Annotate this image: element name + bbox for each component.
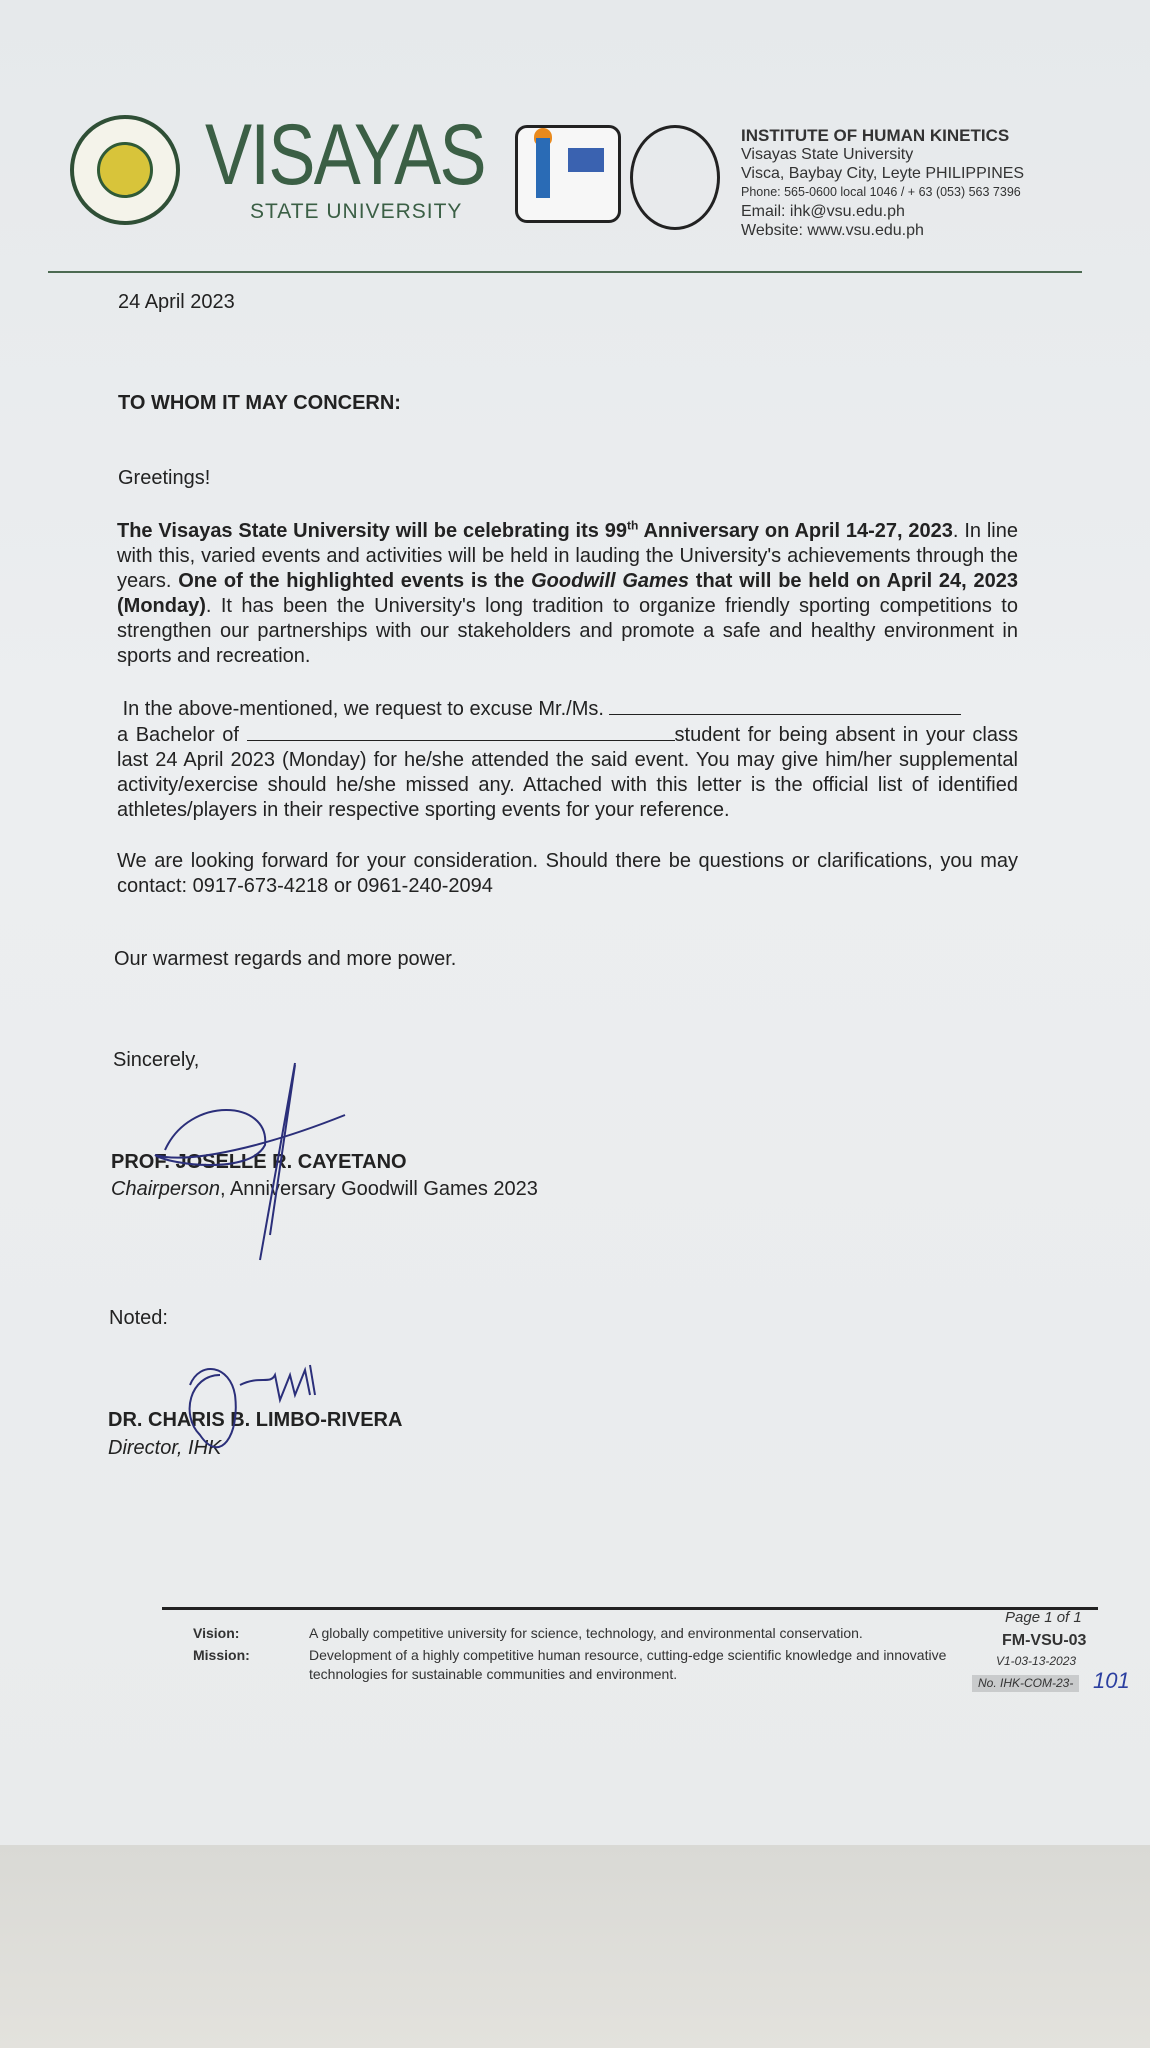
footer-divider: [162, 1607, 1098, 1610]
email: Email: ihk@vsu.edu.ph: [741, 203, 905, 220]
university-seal: [70, 115, 180, 225]
paragraph-3: We are looking forward for your consideration. Should there be questions or clarifications, you may contact: 0917-673-4218 or 0961-240-2094: [117, 850, 1018, 897]
signatory-1-role: [111, 1177, 538, 1202]
mission-text: Development of a highly competitive human resource, cutting-edge scientific knowledge and innovative technologies for sustainable communities and environment.: [309, 1647, 947, 1682]
p1-run: One of the highlighted events is the: [178, 570, 532, 592]
role-title: Chairperson: [111, 1178, 220, 1200]
signatory-2-role: Director, IHK: [108, 1437, 222, 1459]
letter-date: 24 April 2023: [118, 291, 235, 313]
program-blank[interactable]: [247, 722, 675, 741]
role-rest: , Anniversary Goodwill Games 2023: [219, 1178, 538, 1200]
closing: Sincerely,: [113, 1049, 200, 1071]
table-surface: [0, 1845, 1150, 2048]
kinetics-logo: [630, 125, 720, 230]
form-code: FM-VSU-03: [1002, 1632, 1087, 1649]
institute-logo: [515, 125, 621, 223]
paragraph-4: Our warmest regards and more power.: [114, 948, 457, 970]
p2-run: In the above-mentioned, we request to excuse Mr./Ms.: [122, 698, 604, 720]
noted-label: Noted:: [109, 1307, 168, 1329]
p1-run: Anniversary on April 14-27, 2023: [638, 520, 953, 542]
vision-text: A globally competitive university for science, technology, and environmental conservation.: [309, 1625, 863, 1641]
phone: Phone: 565-0600 local 1046 / + 63 (053) 563 7396: [741, 185, 1021, 199]
vision-label: Vision:: [193, 1625, 240, 1641]
document-number: No. IHK-COM-23-: [972, 1675, 1079, 1692]
university-wordmark-sub: STATE UNIVERSITY: [250, 200, 463, 223]
p1-run: . It has been the University's long tradition to organize friendly sporting competitions to strengthen our partnerships with our stakeholders and promote a safe and healthy environment in sports and recreation.: [117, 595, 1018, 667]
signatory-1-name: PROF. JOSELLE R. CAYETANO: [111, 1151, 407, 1173]
institute-info: [741, 126, 1024, 240]
p1-sup: th: [627, 518, 639, 533]
paragraph-2: [117, 696, 1018, 823]
student-name-blank[interactable]: [609, 696, 961, 715]
signatory-2-name: DR. CHARIS B. LIMBO-RIVERA: [108, 1409, 403, 1431]
institute-name: INSTITUTE OF HUMAN KINETICS: [741, 126, 1010, 145]
salutation: TO WHOM IT MAY CONCERN:: [118, 392, 401, 414]
handwritten-doc-number: 101: [1093, 1668, 1130, 1693]
university-wordmark: VISAYAS: [205, 107, 485, 203]
header-divider: [48, 271, 1082, 273]
paragraph-1: [117, 519, 1018, 669]
p2-run: a Bachelor of: [117, 724, 239, 746]
university-name: Visayas State University: [741, 146, 914, 163]
address: Visca, Baybay City, Leyte PHILIPPINES: [741, 165, 1025, 182]
website: Website: www.vsu.edu.ph: [741, 222, 924, 239]
p1-run: Goodwill Games: [531, 570, 690, 592]
p1-run: that will be held on April 24, 2023 (Monday): [117, 570, 1018, 617]
mission-label: Mission:: [193, 1647, 250, 1663]
p1-run: The Visayas State University will be celebrating its 99: [117, 520, 627, 542]
form-version: V1-03-13-2023: [996, 1654, 1077, 1668]
page-number: Page 1 of 1: [1005, 1609, 1082, 1626]
p1-run: . In line with this, varied events and activities will be held in lauding the University's achievements through the years.: [117, 520, 1018, 592]
greeting: Greetings!: [118, 467, 211, 489]
p2-run: student for being absent in your class last 24 April 2023 (Monday) for he/she attended the said event. You may give him/her supplemental activity/exercise should he/she missed any. Attached with this letter is the official list of identified athletes/players in their respective sporting events for your reference.: [117, 724, 1019, 821]
